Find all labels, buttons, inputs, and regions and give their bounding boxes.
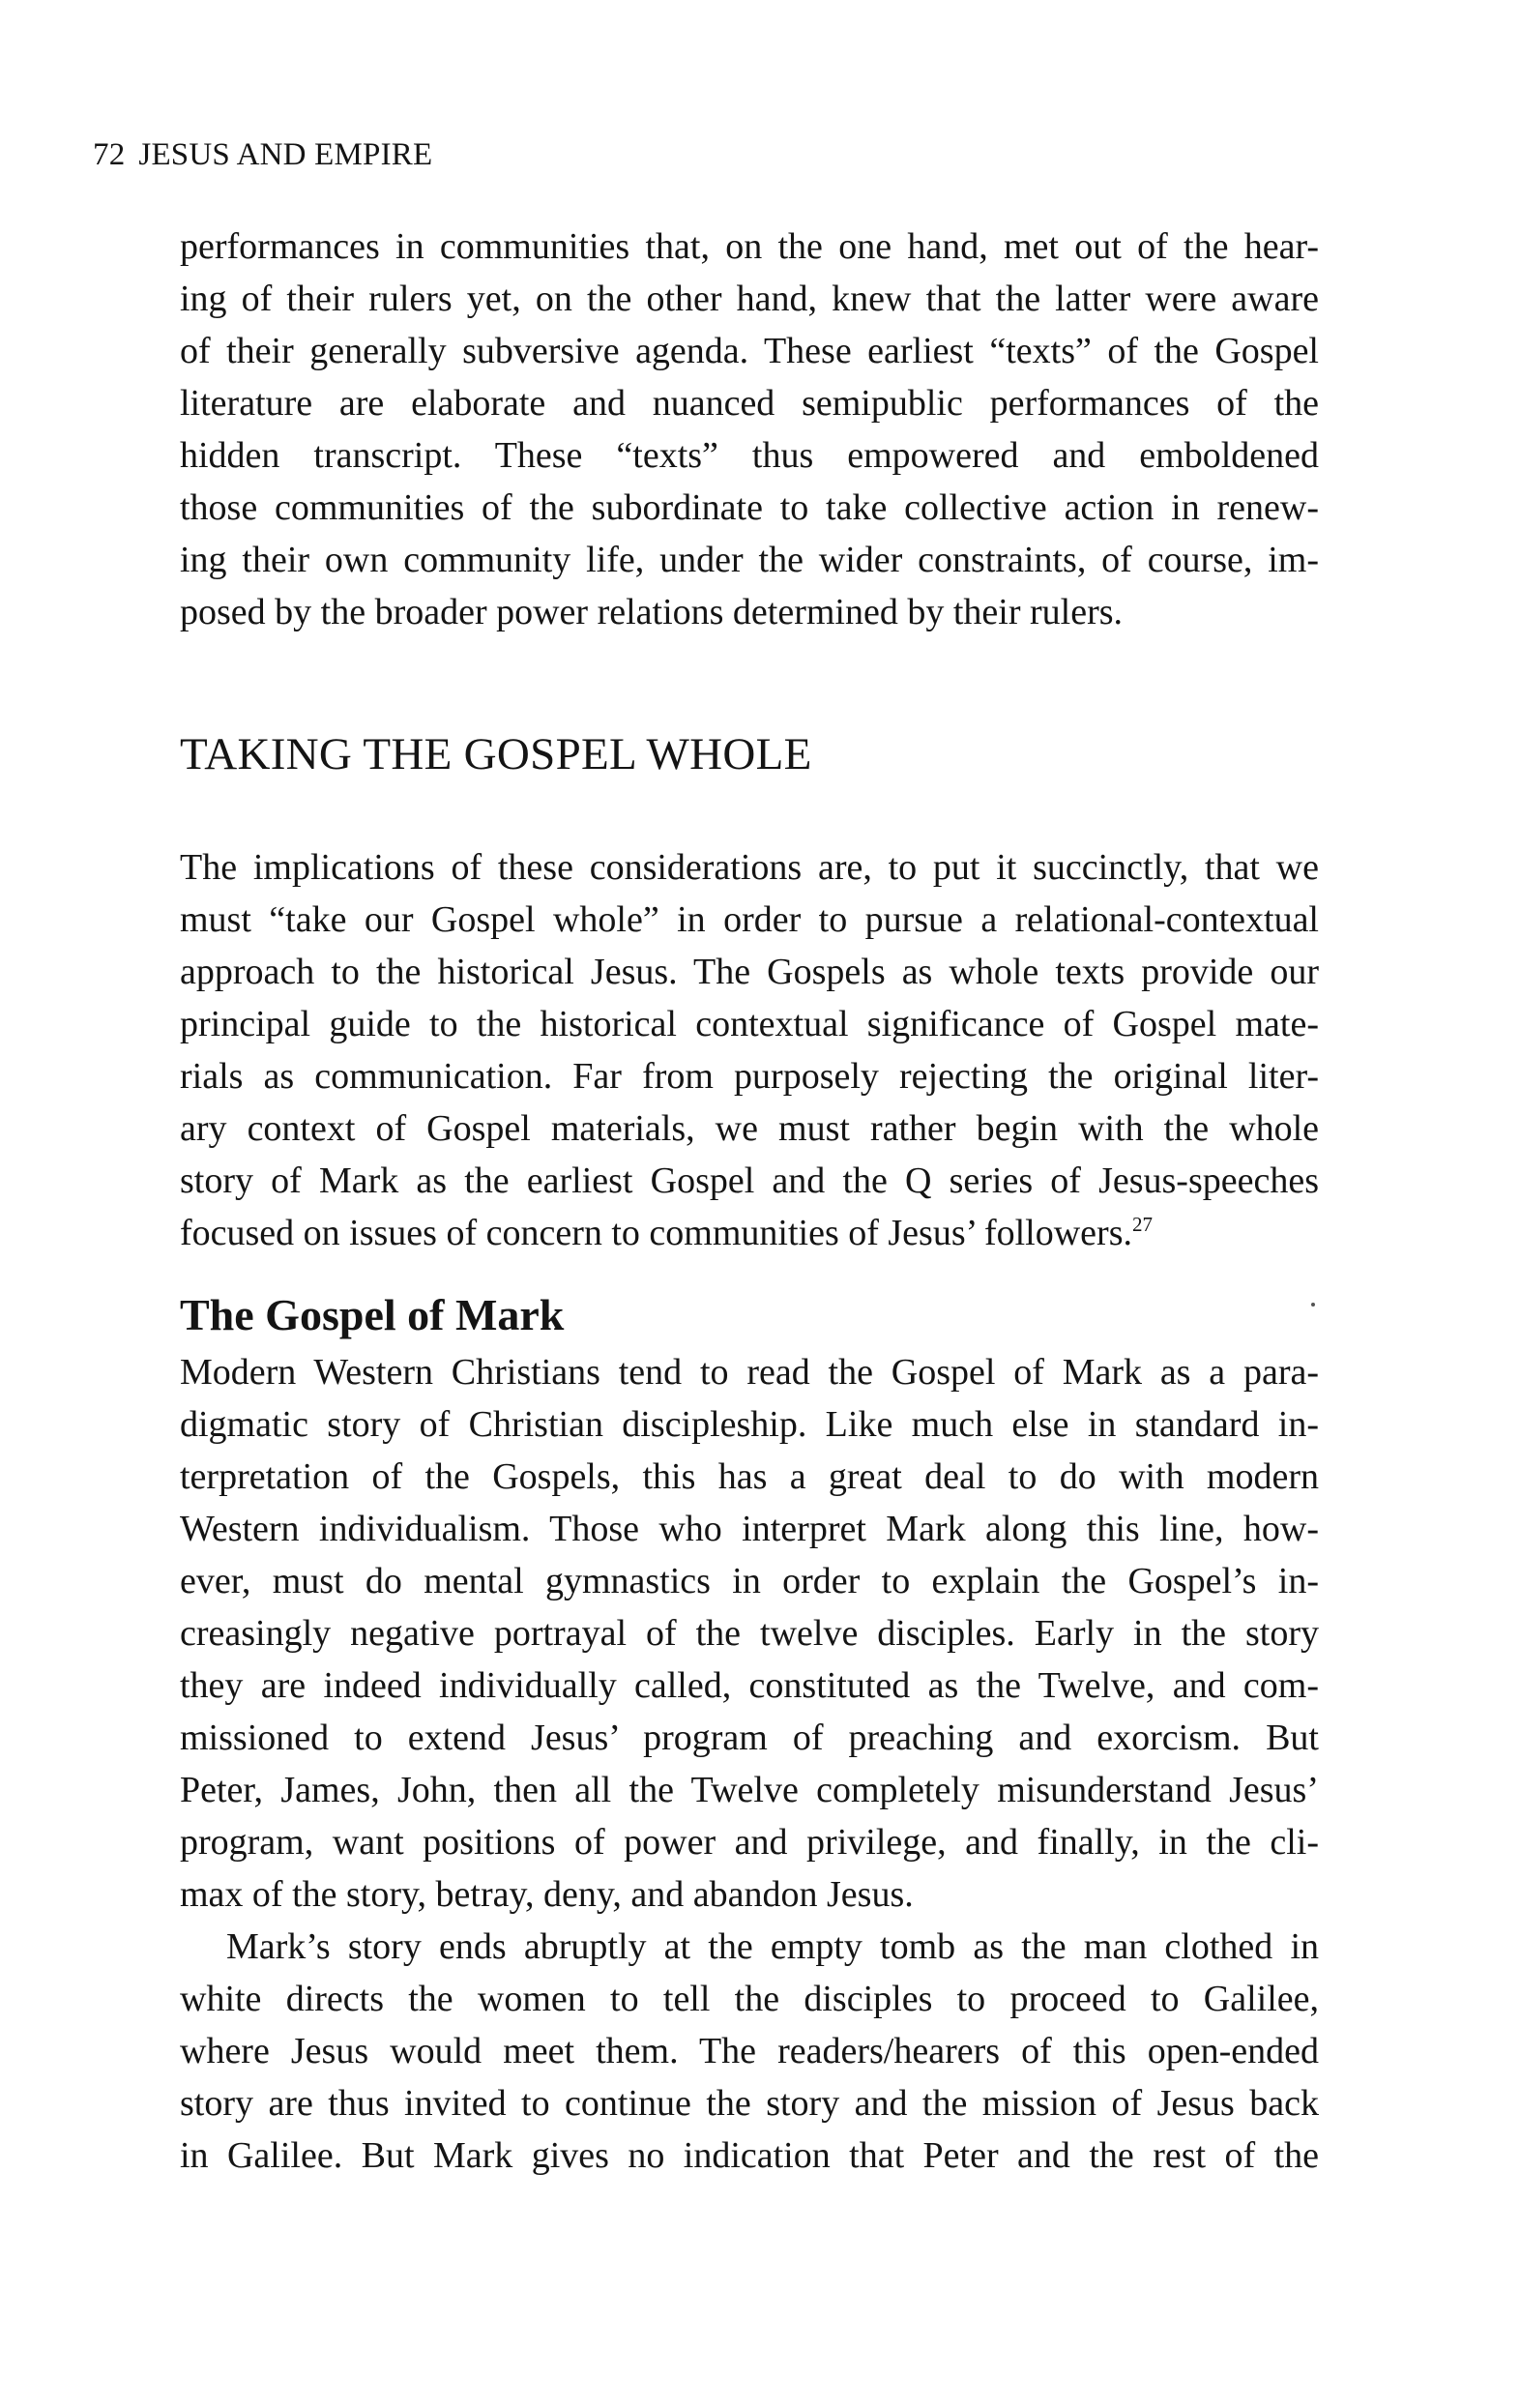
text-line: white directs the women to tell the disciples to proceed to Galilee, [180,1979,1319,2019]
section-heading: TAKING THE GOSPEL WHOLE [180,729,812,779]
paragraph-3 [180,1346,1319,1921]
text-line: ary context of Gospel materials, we must rather begin with the whole [180,1108,1319,1149]
print-speck [1311,1303,1315,1307]
text-line: ing of their rulers yet, on the other hand, knew that the latter were aware [180,279,1319,319]
text-line: must “take our Gospel whole” in order to pursue a relational-contextual [180,899,1319,940]
text-line: Mark’s story ends abruptly at the empty tomb as the man clothed in [226,1926,1319,1967]
text-line: Modern Western Christians tend to read the Gospel of Mark as a para- [180,1352,1319,1393]
text-line [180,1207,1319,1259]
text-line: of their generally subversive agenda. These earliest “texts” of the Gospel [180,331,1319,371]
text-line: story of Mark as the earliest Gospel and the Q series of Jesus-speeches [180,1160,1319,1201]
page-number: 72 [93,137,126,172]
running-head-title: JESUS AND EMPIRE [138,137,433,172]
text-line-content: focused on issues of concern to communities of Jesus’ followers. [180,1213,1132,1253]
text-line: rials as communication. Far from purposely rejecting the original liter- [180,1056,1319,1097]
text-line: ever, must do mental gymnastics in order to explain the Gospel’s in- [180,1561,1319,1601]
text-line: Western individualism. Those who interpret Mark along this line, how- [180,1509,1319,1549]
text-line: they are indeed individually called, constituted as the Twelve, and com- [180,1665,1319,1706]
text-line: principal guide to the historical contextual significance of Gospel mate- [180,1004,1319,1044]
paragraph-4 [180,1921,1319,2182]
footnote-reference: 27 [1131,1213,1153,1236]
text-line: terpretation of the Gospels, this has a great deal to do with modern [180,1456,1319,1497]
text-line: creasingly negative portrayal of the twelve disciples. Early in the story [180,1613,1319,1654]
text-line: hidden transcript. These “texts” thus empowered and emboldened [180,435,1319,476]
text-line: story are thus invited to continue the story and the mission of Jesus back [180,2083,1319,2124]
subsection-heading: The Gospel of Mark [180,1290,565,1339]
running-head [93,135,432,174]
text-line: approach to the historical Jesus. The Gospels as whole texts provide our [180,952,1319,992]
paragraph-1 [180,220,1319,638]
text-line: performances in communities that, on the one hand, met out of the hear- [180,226,1319,267]
text-line: missioned to extend Jesus’ program of preaching and exorcism. But [180,1718,1319,1758]
text-line: Peter, James, John, then all the Twelve completely misunderstand Jesus’ [180,1770,1319,1810]
text-line: program, want positions of power and privilege, and finally, in the cli- [180,1822,1319,1863]
paragraph-2 [180,841,1319,1259]
text-line: where Jesus would meet them. The readers/hearers of this open-ended [180,2031,1319,2071]
text-line: in Galilee. But Mark gives no indication that Peter and the rest of the [180,2135,1319,2176]
text-line: The implications of these considerations are, to put it succinctly, that we [180,847,1319,888]
text-line: literature are elaborate and nuanced semipublic performances of the [180,383,1319,424]
text-line: digmatic story of Christian discipleship. Like much else in standard in- [180,1404,1319,1445]
text-line: those communities of the subordinate to take collective action in renew- [180,487,1319,528]
text-line: max of the story, betray, deny, and abandon Jesus. [180,1874,914,1915]
text-line: posed by the broader power relations determined by their rulers. [180,592,1124,632]
text-line: ing their own community life, under the wider constraints, of course, im- [180,540,1319,580]
